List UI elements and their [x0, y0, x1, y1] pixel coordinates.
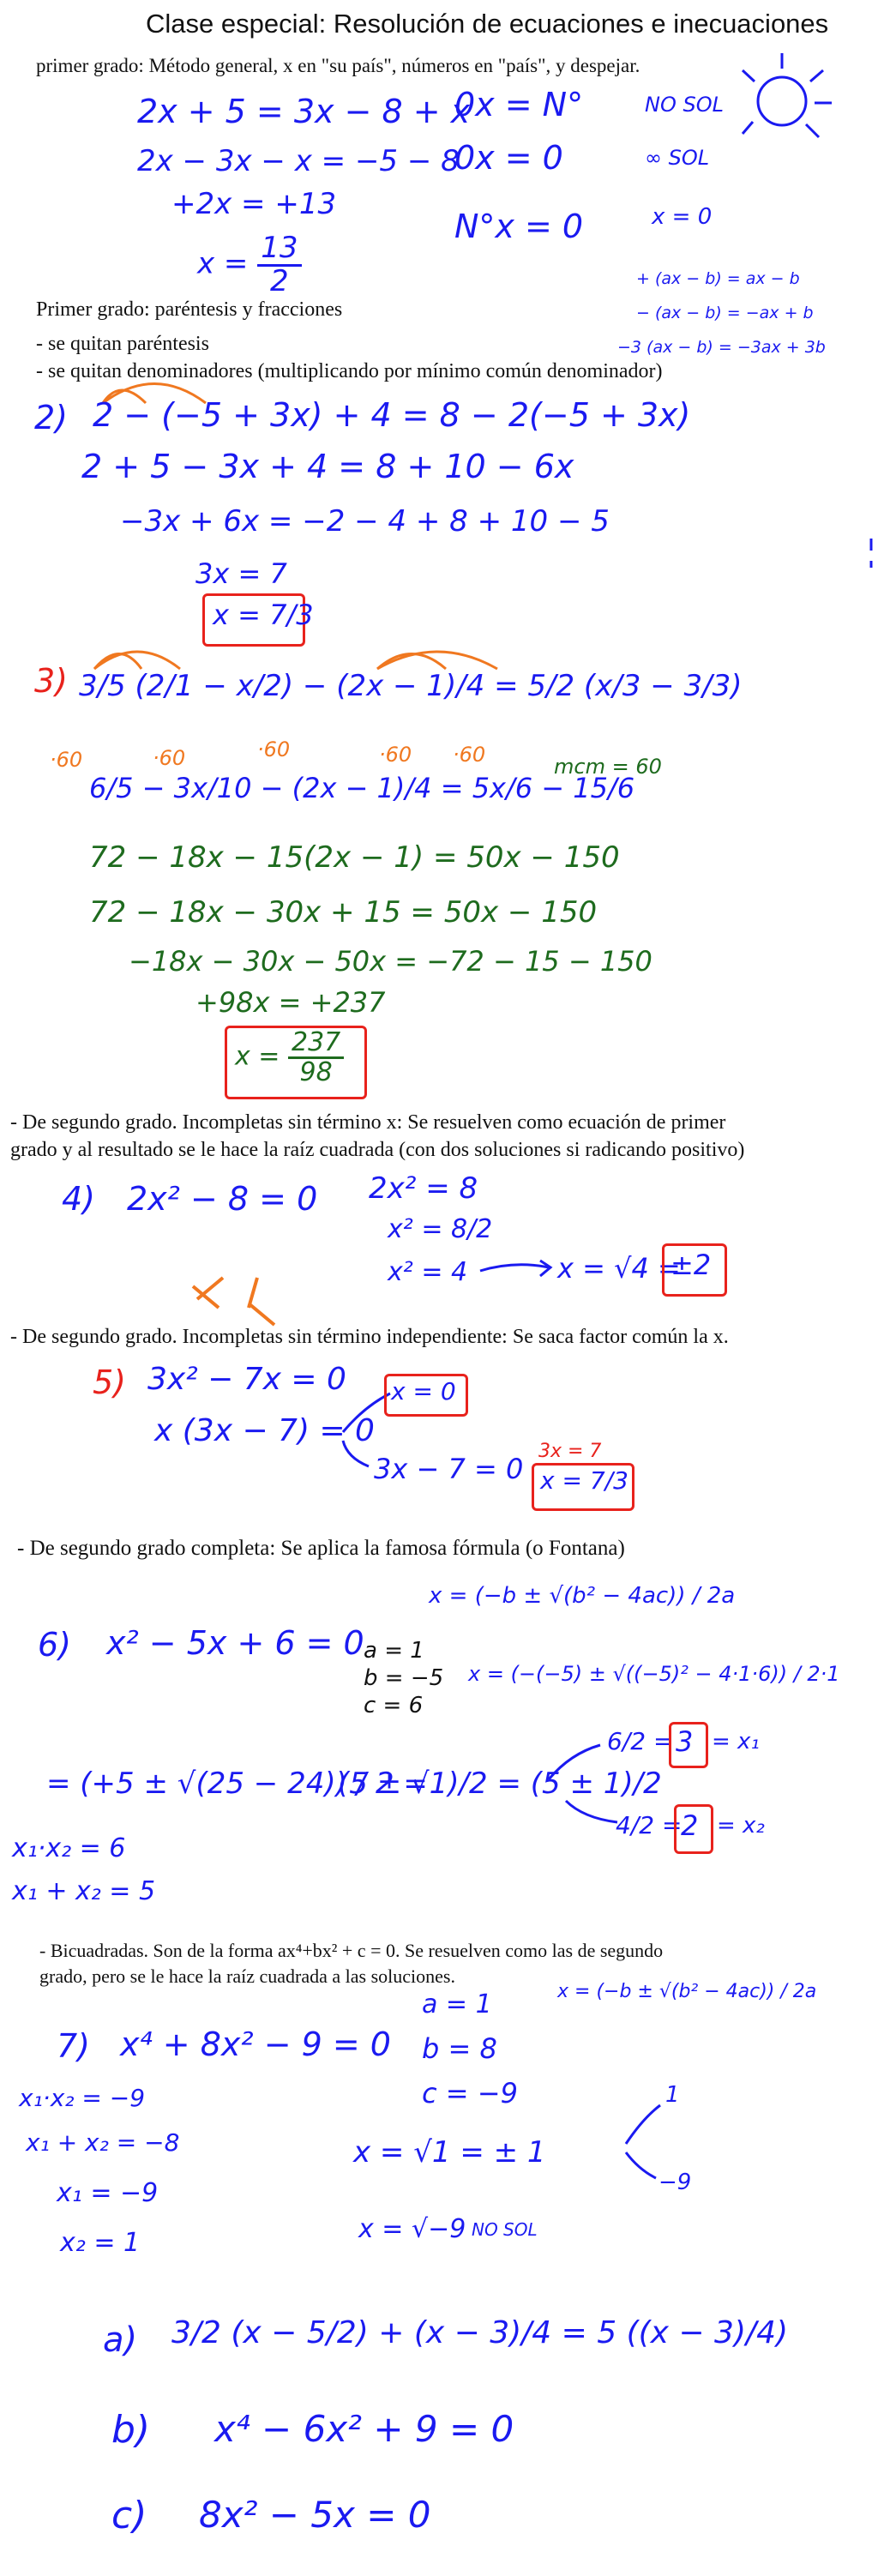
practice-b: x⁴ − 6x² + 9 = 0	[214, 2408, 514, 2450]
ex4-step-1: 2x² = 8	[369, 1171, 478, 1206]
ex6-root-2-tail: = x₂	[717, 1813, 765, 1839]
case-3: N°x = 0	[454, 208, 584, 245]
ex1-result-den: 2	[270, 263, 289, 298]
ex1-result	[197, 233, 302, 297]
ex7-vieta-4: x₂ = 1	[60, 2228, 141, 2258]
case-2: 0x = 0	[454, 139, 563, 177]
ex4-step-2: x² = 8/2	[388, 1214, 493, 1244]
ex4-eq: 2x² − 8 = 0	[127, 1180, 318, 1218]
ex3-line-5: −18x − 30x − 50x = −72 − 15 − 150	[129, 945, 652, 978]
practice-b-label: b)	[111, 2408, 151, 2452]
ex6-number: 6)	[38, 1626, 72, 1664]
practice-c: 8x² − 5x = 0	[199, 2494, 431, 2536]
ex7-coef-b: b = 8	[422, 2032, 497, 2065]
sign-rule-3: −3 (ax − b) = −3ax + 3b	[617, 338, 826, 357]
ex7-result-1: x = √1 = ± 1	[353, 2135, 546, 2170]
ex6-eq: x² − 5x + 6 = 0	[106, 1624, 364, 1662]
ex6-vieta-sum: x₁ + x₂ = 5	[12, 1876, 156, 1906]
ex3-line-2: 6/5 − 3x/10 − (2x − 1)/4 = 5x/6 − 15/6	[89, 772, 635, 804]
ex7-vieta-3: x₁ = −9	[57, 2178, 159, 2208]
ex6-substitution: x = (−(−5) ± √((−5)² − 4·1·6)) / 2·1	[468, 1662, 840, 1686]
parens-item-2: - se quitan denominadores (multiplicando por mínimo común denominador)	[36, 360, 663, 382]
practice-a-label: a)	[103, 2320, 138, 2360]
ex3-mult-3: ·60	[257, 737, 291, 761]
ex1-result-num: 13	[257, 233, 301, 267]
case-1: 0x = N°	[454, 86, 584, 123]
ex5-factored: x (3x − 7) = 0	[154, 1413, 375, 1448]
ex3-answer-prefix: x =	[235, 1041, 280, 1072]
ex4-answer: ±2	[671, 1249, 712, 1281]
ex4-number: 4)	[62, 1180, 96, 1218]
ex6-vieta-product: x₁·x₂ = 6	[12, 1833, 126, 1863]
ex2-number: 2)	[34, 399, 69, 436]
ex2-line-3: −3x + 6x = −2 − 4 + 8 + 10 − 5	[120, 504, 610, 539]
ex3-mult-5: ·60	[453, 743, 486, 767]
ex7-formula: x = (−b ± √(b² − 4ac)) / 2a	[557, 1981, 817, 2002]
ex7-coef-c: c = −9	[422, 2077, 518, 2110]
ex7-vieta-2: x₁ + x₂ = −8	[26, 2128, 180, 2157]
seg-b-text: - De segundo grado. Incompletas sin término independiente: Se saca factor común la x.	[10, 1326, 729, 1348]
ex3-mult-1: ·60	[50, 748, 83, 772]
ex7-coef-a: a = 1	[422, 1989, 492, 2019]
ex3-answer-num: 237	[288, 1029, 344, 1059]
page-title: Clase especial: Resolución de ecuaciones e inecuaciones	[146, 9, 829, 39]
ex6-coef-c: c = 6	[364, 1693, 424, 1718]
sun-doodle-icon	[758, 77, 806, 125]
ex5-number: 5)	[93, 1363, 127, 1401]
ex6-coef-a: a = 1	[364, 1638, 424, 1664]
case-2-label: ∞ SOL	[645, 146, 710, 170]
practice-c-label: c)	[111, 2494, 147, 2537]
seg-c-text: - De segundo grado completa: Se aplica la famosa fórmula (o Fontana)	[17, 1537, 625, 1560]
ex7-vieta-1: x₁·x₂ = −9	[19, 2084, 146, 2112]
ex5-eq: 3x² − 7x = 0	[147, 1362, 346, 1397]
intro-rule: primer grado: Método general, x en "su país", números en "país", y despejar.	[36, 55, 640, 76]
ex3-mcm: mcm = 60	[554, 755, 662, 779]
ex5-small: 3x = 7	[538, 1441, 602, 1462]
ex7-result-2: x = √−9	[358, 2214, 466, 2244]
seg-a-text-1: - De segundo grado. Incompletas sin término x: Se resuelven como ecuación de primer	[10, 1111, 726, 1134]
ex3-mult-4: ·60	[379, 743, 412, 767]
ex3-answer-den: 98	[299, 1056, 333, 1087]
ex2-answer: x = 7/3	[213, 599, 314, 631]
ex3-answer	[235, 1029, 344, 1086]
seg-a-text-2: grado y al resultado se le hace la raíz cuadrada (con dos soluciones si radicando positivo)	[10, 1139, 745, 1161]
ex2-line-2: 2 + 5 − 3x + 4 = 8 + 10 − 6x	[81, 448, 574, 485]
case-1-label: NO SOL	[645, 93, 724, 117]
ex7-arrow-bottom: −9	[658, 2170, 692, 2195]
ex6-root-1-tail: = x₁	[712, 1729, 760, 1754]
ex6-root-1-value: 3	[676, 1725, 694, 1758]
sign-rule-1: + (ax − b) = ax − b	[636, 269, 800, 288]
ex1-line-1: 2x + 5 = 3x − 8 + x	[137, 93, 471, 130]
ex1-result-prefix: x =	[197, 246, 249, 281]
ex3-line-6: +98x = +237	[195, 986, 386, 1019]
ex3-mult-2: ·60	[153, 746, 186, 770]
ex2-line-1: 2 − (−5 + 3x) + 4 = 8 − 2(−5 + 3x)	[93, 396, 691, 434]
ex7-arrow-top: 1	[665, 2082, 680, 2108]
ex3-number: 3)	[34, 662, 69, 700]
ex3-line-1: 3/5 (2/1 − x/2) − (2x − 1)/4 = 5/2 (x/3 − 3/3)	[79, 669, 743, 703]
ex5-answer-1: x = 0	[391, 1377, 456, 1405]
bicuad-text-2: grado, pero se le hace la raíz cuadrada a las soluciones.	[39, 1965, 455, 1987]
ex5-eq-2: 3x − 7 = 0	[374, 1453, 524, 1485]
bicuad-text-1: - Bicuadradas. Son de la forma ax⁴+bx² + c = 0. Se resuelven como las de segundo	[39, 1940, 664, 1961]
ex6-line-b: (5 ± √1)/2 = (5 ± 1)/2	[338, 1766, 662, 1801]
sign-rule-2: − (ax − b) = −ax + b	[636, 304, 814, 322]
ex7-number: 7)	[57, 2027, 91, 2065]
ex6-line-a: = (+5 ± √(25 − 24)) / 2 =	[46, 1766, 428, 1801]
ex3-line-3: 72 − 18x − 15(2x − 1) = 50x − 150	[89, 840, 620, 875]
ex7-result-2-label: NO SOL	[472, 2219, 538, 2240]
practice-a: 3/2 (x − 5/2) + (x − 3)/4 = 5 ((x − 3)/4)	[171, 2315, 789, 2350]
ex6-root-1: 6/2 =	[607, 1727, 674, 1755]
parens-heading: Primer grado: paréntesis y fracciones	[36, 298, 343, 321]
parens-item-1: - se quitan paréntesis	[36, 333, 209, 355]
case-3-label: x = 0	[652, 204, 713, 230]
ex1-line-2: 2x − 3x − x = −5 − 8	[137, 144, 460, 178]
ex4-solution: x = √4 =	[557, 1252, 681, 1285]
ex7-eq: x⁴ + 8x² − 9 = 0	[120, 2025, 391, 2063]
ex6-root-2: 4/2 =	[616, 1811, 683, 1839]
ex4-step-3: x² = 4	[388, 1257, 468, 1287]
ex1-line-3: +2x = +13	[171, 187, 337, 221]
ex6-coef-b: b = −5	[364, 1665, 444, 1691]
ex6-root-2-value: 2	[681, 1809, 699, 1842]
ex2-line-4: 3x = 7	[195, 557, 287, 590]
ex5-answer-2: x = 7/3	[540, 1466, 628, 1495]
ex6-formula: x = (−b ± √(b² − 4ac)) / 2a	[429, 1583, 736, 1609]
ex3-line-4: 72 − 18x − 30x + 15 = 50x − 150	[89, 895, 598, 930]
